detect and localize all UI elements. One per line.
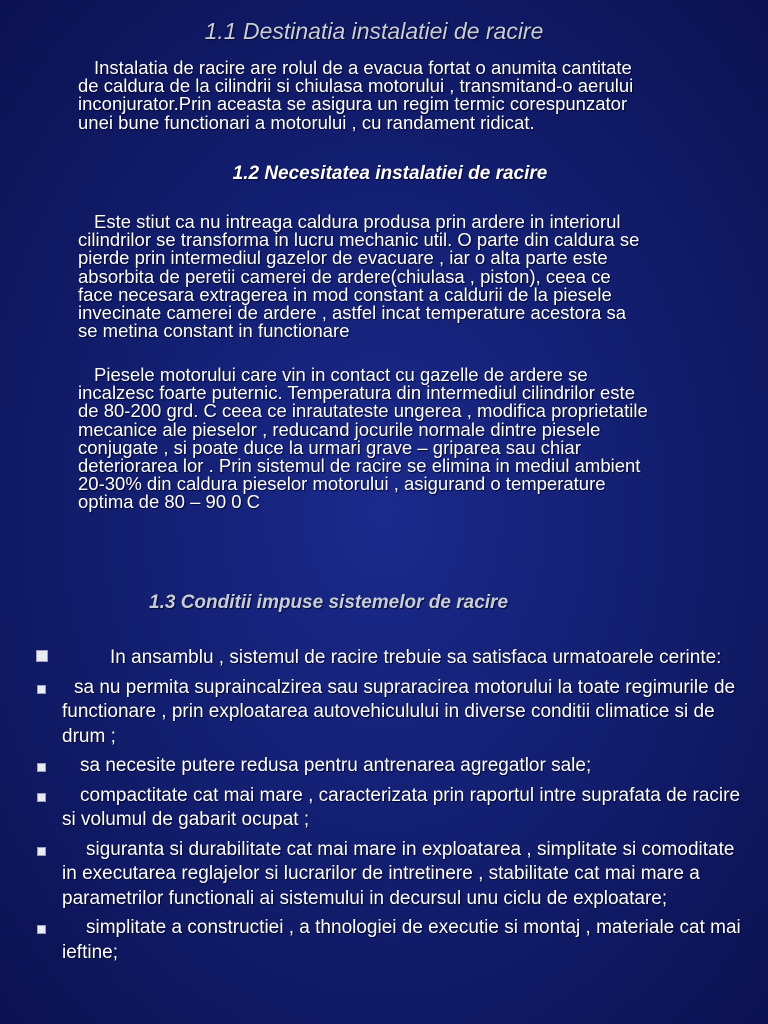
paragraph-line: pierde prin intermediul gazelor de evacuare , iar o alta parte este bbox=[78, 247, 608, 269]
square-bullet-icon bbox=[37, 847, 46, 856]
section-2-paragraph-1 bbox=[78, 213, 748, 340]
paragraph-line: Instalatia de racire are rolul de a evacua fortat o anumita cantitate bbox=[94, 57, 632, 78]
paragraph-line: Piesele motorului care vin in contact cu gazelle de ardere se bbox=[94, 364, 588, 385]
paragraph-line: optima de 80 – 90 0 C bbox=[78, 491, 261, 513]
paragraph-line: face necesara extragerea in mod constant a caldurii de la piesele bbox=[78, 283, 612, 305]
list-item-text: sa nu permita supraincalzirea sau supraracirea motorului la toate regimurile de functionare , prin exploatarea autovehiculului in diverse conditii climatice si de drum ; bbox=[62, 676, 736, 747]
paragraph-line: unei bune functionari a motorului , cu randament ridicat. bbox=[78, 111, 535, 133]
section-1-title: 1.1 Destinatia instalatiei de racire bbox=[204, 18, 544, 44]
list-item-text: In ansamblu , sistemul de racire trebuie sa satisfaca urmatoarele cerinte: bbox=[110, 647, 722, 668]
list-item bbox=[0, 646, 742, 671]
paragraph-line: deteriorarea lor . Prin sistemul de racire se elimina in mediul ambient bbox=[78, 455, 641, 477]
section-2-paragraph-2 bbox=[78, 366, 748, 512]
paragraph-line: incalzesc foarte puternic. Temperatura din intermediul cilindrilor este bbox=[78, 382, 635, 404]
square-bullet-icon bbox=[37, 685, 46, 694]
square-bullet-icon bbox=[37, 763, 46, 772]
section-2-title: 1.2 Necesitatea instalatiei de racire bbox=[232, 163, 548, 184]
paragraph-line: invecinate camerei de ardere , astfel incat temperature acestora sa bbox=[78, 302, 627, 324]
square-bullet-icon bbox=[37, 925, 46, 934]
list-item bbox=[0, 838, 742, 912]
paragraph-line: cilindrilor se transforma in lucru mechanic util. O parte din caldura se bbox=[78, 229, 640, 251]
list-item bbox=[0, 754, 742, 779]
paragraph-line: 20-30% din caldura pieselor motorului , asigurand o temperature bbox=[78, 473, 606, 495]
list-item-text: compactitate cat mai mare , caracterizata prin raportul intre suprafata de racire si volumul de gabarit ocupat ; bbox=[62, 784, 741, 830]
list-item bbox=[0, 676, 742, 750]
square-bullet-icon bbox=[36, 650, 48, 662]
paragraph-line: de 80-200 grd. C ceea ce inrautateste ungerea , modifica proprietatile bbox=[78, 400, 648, 422]
list-item-text: siguranta si durabilitate cat mai mare in exploatarea , simplitate si comoditate in executarea reglajelor si lucrarilor de intretinere , stabilitate cat mai mare a parametrilor functionali ai sistemului in decursul unu ciclu de exploatare; bbox=[62, 838, 735, 909]
section-3-title: 1.3 Conditii impuse sistemelor de racire bbox=[149, 592, 509, 613]
paragraph-line: Este stiut ca nu intreaga caldura produsa prin ardere in interiorul bbox=[94, 211, 621, 232]
paragraph-line: inconjurator.Prin aceasta se asigura un regim termic corespunzator bbox=[78, 93, 628, 115]
square-bullet-icon bbox=[37, 793, 46, 802]
requirements-list bbox=[0, 646, 768, 970]
paragraph-line: absorbita de peretii camerei de ardere(chiulasa , piston), ceea ce bbox=[78, 265, 611, 287]
list-item bbox=[0, 784, 742, 833]
paragraph-line: conjugate , si poate duce la urmari grave – griparea sau chiar bbox=[78, 436, 581, 458]
list-item-text: simplitate a constructiei , a thnologiei de executie si montaj , materiale cat mai ieftine; bbox=[62, 917, 741, 963]
section-1-paragraph bbox=[78, 59, 748, 132]
list-item-text: sa necesite putere redusa pentru antrenarea agregatlor sale; bbox=[80, 755, 592, 776]
paragraph-line: se metina constant in functionare bbox=[78, 320, 350, 342]
paragraph-line: mecanice ale pieselor , reducand jocurile normale dintre piesele bbox=[78, 418, 601, 440]
paragraph-line: de caldura de la cilindrii si chiulasa motorului , transmitand-o aerului bbox=[78, 75, 634, 97]
list-item bbox=[0, 916, 742, 965]
